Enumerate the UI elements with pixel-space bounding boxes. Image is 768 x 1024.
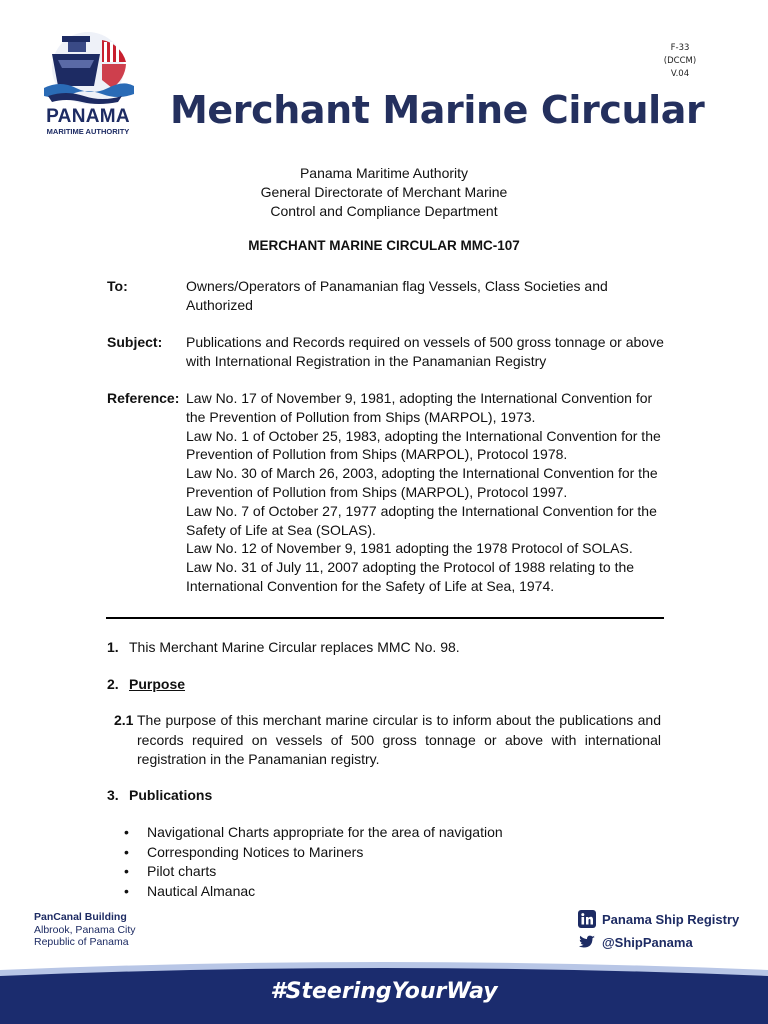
list-item: • Pilot charts [122,863,503,883]
publications-list [122,824,503,902]
reference-item: Law No. 31 of July 11, 2007 adopting the Protocol of 1988 relating to the International Convention for the Safety of Life at Sea, 1974. [186,559,635,594]
logo-name: PANAMA [46,106,130,127]
subject-label: Subject: [107,334,163,350]
slogan: #SteeringYourWay [270,979,498,1004]
org-line-3: Control and Compliance Department [270,203,498,219]
linkedin-label: Panama Ship Registry [602,911,740,927]
address-building: PanCanal Building [34,911,127,923]
reference-item: Law No. 12 of November 9, 1981 adopting the 1978 Protocol of SOLAS. [186,540,633,557]
list-item: • Navigational Charts appropriate for the area of navigation [122,824,503,844]
panama-maritime-authority-logo [38,28,138,140]
section-divider [106,617,664,619]
list-item: • Nautical Almanac [122,883,503,903]
linkedin-icon [578,910,596,928]
form-code [650,42,710,81]
reference-label: Reference: [107,390,180,406]
subject-text: Publications and Records required on vessels of 500 gross tonnage or above with International Registration in the Panamanian Registry [186,334,664,369]
section-2-heading: Purpose [129,676,186,692]
ship-emblem-icon [38,28,138,110]
twitter-link[interactable] [578,933,693,951]
org-line-1: Panama Maritime Authority [299,165,469,181]
twitter-label: @ShipPanama [602,934,693,950]
address-country: Republic of Panama [34,936,129,948]
footer-band [0,960,768,1024]
section-3-number: 3. [107,787,119,803]
to-text: Owners/Operators of Panamanian flag Vessels, Class Societies and Authorized [186,278,608,313]
address-city: Albrook, Panama City [34,923,136,936]
org-line-2: General Directorate of Merchant Marine [260,184,508,200]
form-code-line: V.04 [670,69,690,79]
section-2-1-number: 2.1 [114,712,134,728]
reference-item: Law No. 17 of November 9, 1981, adopting the International Convention for the Prevention of Pollution from Ships (MARPOL), 1973. [186,390,653,425]
twitter-icon [578,933,596,951]
circular-title: MERCHANT MARINE CIRCULAR MMC-107 [248,238,520,253]
reference-item: Law No. 30 of March 26, 2003, adopting the International Convention for the Prevention of Pollution from Ships (MARPOL), Protocol 1997. [186,465,658,500]
form-code-line: (DCCM) [663,56,697,66]
form-code-line: F-33 [670,43,690,53]
section-2-1-text: The purpose of this merchant marine circular is to inform about the publications and records required on vessels of 500 gross tonnage or above with international registration in the Panamanian registry. [137,712,661,767]
section-1-text: This Merchant Marine Circular replaces MMC No. 98. [129,639,460,655]
list-item: • Corresponding Notices to Mariners [122,844,503,864]
section-2-number: 2. [107,676,119,692]
footer-address [34,911,136,949]
reference-item: Law No. 7 of October 27, 1977 adopting the International Convention for the Safety of Life at Sea (SOLAS). [186,502,657,538]
reference-item: Law No. 1 of October 25, 1983, adopting the International Convention for the Prevention of Pollution from Ships (MARPOL), Protocol 1978. [186,427,661,463]
section-3-heading: Publications [129,787,213,803]
linkedin-link[interactable] [578,910,739,928]
to-label: To: [107,278,128,294]
document-title: Merchant Marine Circular [170,88,705,132]
reference-list [186,389,662,596]
section-1-number: 1. [107,639,119,655]
logo-subtitle: MARITIME AUTHORITY [46,127,130,136]
